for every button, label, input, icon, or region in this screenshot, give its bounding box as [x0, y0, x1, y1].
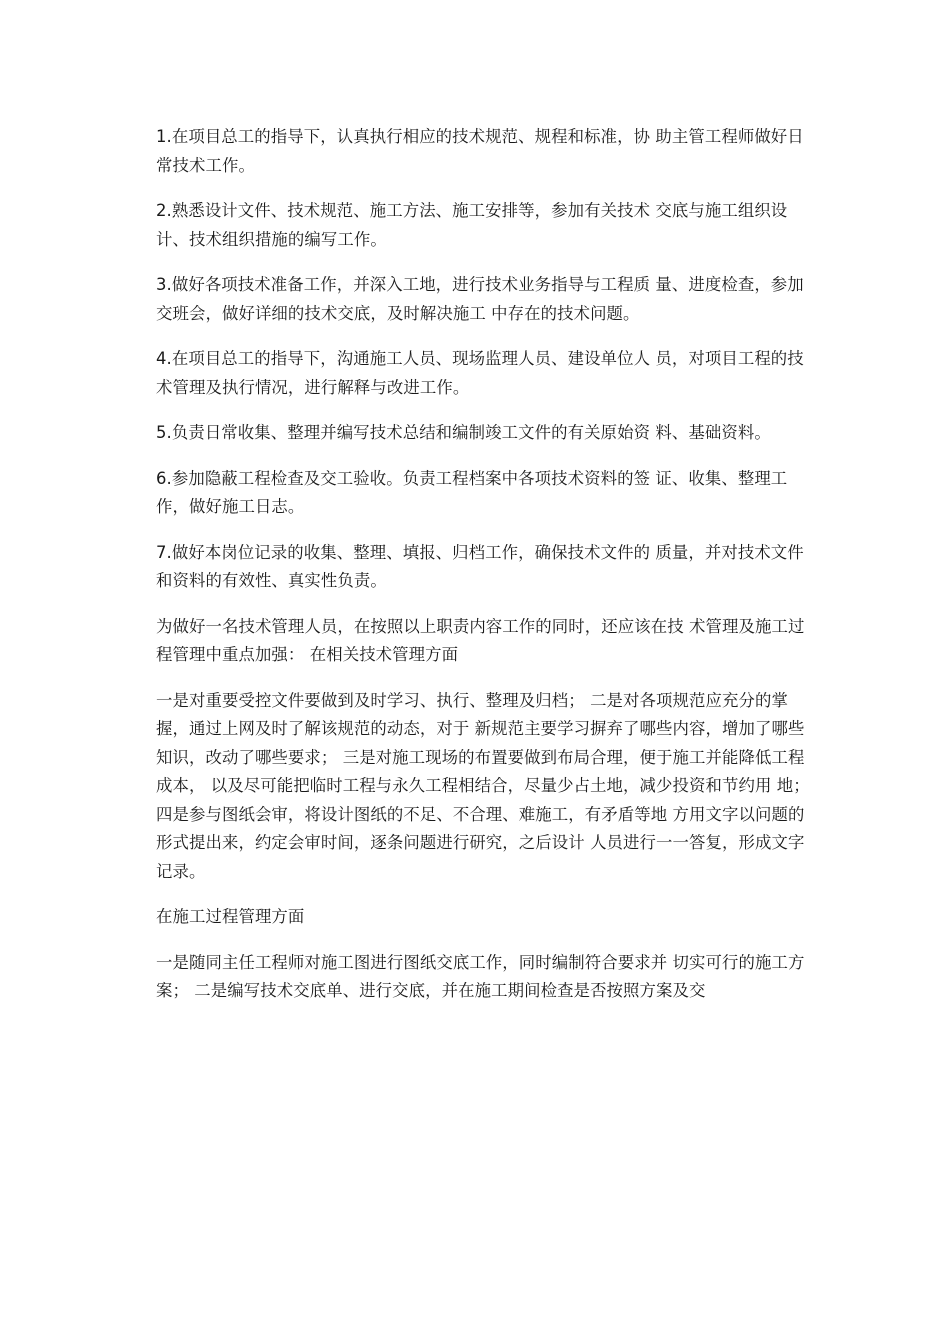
section-heading-construction: 在施工过程管理方面	[156, 907, 305, 926]
duty-item-7: 7.做好本岗位记录的收集、整理、填报、归档工作，确保技术文件的 质量，并对技术文件和资料的有效性、真实性负责。	[156, 542, 804, 590]
duty-item-2: 2.熟悉设计文件、技术规范、施工方法、施工安排等，参加有关技术 交底与施工组织设计、技术组织措施的编写工作。	[156, 201, 788, 249]
tech-management-paragraph: 一是对重要受控文件要做到及时学习、执行、整理及归档； 二是对各项规范应充分的掌握，通过上网及时了解该规范的动态，对于 新规范主要学习摒弃了哪些内容，增加了哪些知识，改动了哪些要求； 三是对施工现场的布置要做到布局合理，便于施工并能降低工程成本， 以及尽可能把临时工程与永久工程相结合，尽量少占土地，减少投资和节约用 地； 四是参与图纸会审，将设计图纸的不足、不合理、难施工，有矛盾等地 方用文字以问题的形式提出来，约定会审时间，逐条问题进行研究，之后设计 人员进行一一答复，形成文字记录。	[156, 690, 810, 881]
intro-paragraph: 为做好一名技术管理人员，在按照以上职责内容工作的同时，还应该在技 术管理及施工过程管理中重点加强： 在相关技术管理方面	[156, 616, 805, 664]
duty-item-6: 6.参加隐蔽工程检查及交工验收。负责工程档案中各项技术资料的签 证、收集、整理工作，做好施工日志。	[156, 468, 788, 516]
duty-item-3: 3.做好各项技术准备工作，并深入工地，进行技术业务指导与工程质 量、进度检查，参加交班会，做好详细的技术交底，及时解决施工 中存在的技术问题。	[156, 275, 804, 323]
duty-item-1: 1.在项目总工的指导下，认真执行相应的技术规范、规程和标准，协 助主管工程师做好日常技术工作。	[156, 127, 804, 175]
duty-item-4: 4.在项目总工的指导下，沟通施工人员、现场监理人员、建设单位人 员，对项目工程的技术管理及执行情况，进行解释与改进工作。	[156, 349, 804, 397]
duty-item-5: 5.负责日常收集、整理并编写技术总结和编制竣工文件的有关原始资 料、基础资料。	[156, 423, 771, 442]
construction-management-paragraph: 一是随同主任工程师对施工图进行图纸交底工作，同时编制符合要求并 切实可行的施工方案； 二是编写技术交底单、进行交底，并在施工期间检查是否按照方案及交	[156, 952, 805, 1000]
